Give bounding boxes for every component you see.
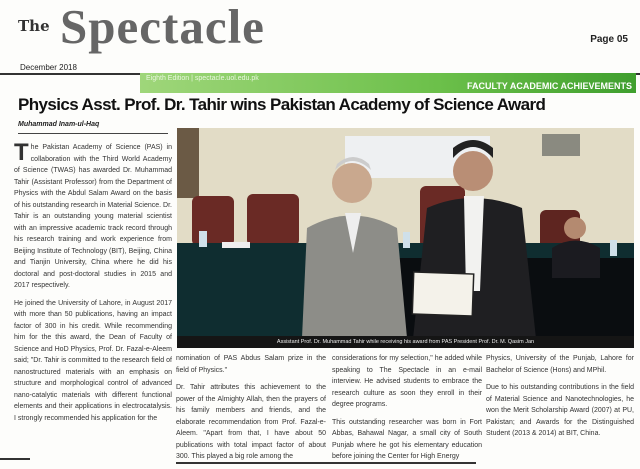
article-photo [177,128,634,348]
paragraph: Dr. Tahir attributes this achievement to the power of the Almighty Allah, then the prayers of his family members and friends, and the elaborate recommendation from Prof. Fazal-e-Aleem. "Apart from that, I have about 50 publications with total impact factor of about 300. This played a big role among the [176,384,326,460]
masthead-title: Spectacle [60,0,265,54]
paragraph: Due to his outstanding contributions in the field of Material Science and Nanotechnologies, he won the Merit Scholarship Award (2007) at PU, Pakistan; and Awards for the Distinguished Student (2013 & 2014) at BIT, China. [486,384,634,437]
photo-caption: Assistant Prof. Dr. Muhammad Tahir while receiving his award from PAS President Prof. Dr. M. Qasim Jan [177,336,634,348]
article-column-2 [176,353,326,469]
headline: Physics Asst. Prof. Dr. Tahir wins Pakistan Academy of Science Award [18,95,546,114]
section-label: FACULTY ACADEMIC ACHIEVEMENTS [466,81,632,91]
masthead-the: The [18,17,50,35]
article-column-4 [486,353,634,446]
bottom-rule [0,458,30,460]
paragraph: considerations for my selection," he added while speaking to The Spectacle in an e-mail interview. He advised students to embrace the research culture as soon they enroll in their degree programs. [332,355,482,408]
issue-date: December 2018 [20,63,77,72]
page-number: Page 05 [590,34,628,45]
paragraph: He joined the University of Lahore, in August 2017 with more than 50 publications, having an impact factor of 300 in his credit. While recommending him for the this award, the Dean of Faculty of Science and HoD Physics, Prof. Dr. Fazal-e-Aleem said; "Dr. Tahir is committed to the research field of nanostructured materials with an emphasis on structure and morphological control of advanced nano-catalytic materials with different functional elements and their applications in electrocatalysis. I strongly recommended his application for the [14,299,172,422]
section-band [140,73,636,93]
byline-rule [18,133,168,134]
award-ceremony-photo [177,128,634,348]
paragraph: he Pakistan Academy of Science (PAS) in collaboration with the Third World Academy of Science (TWAS) has awarded Dr. Muhammad Tahir (Assistant Professor) from the Department of Physics with the Abdul Salam Award on the basis of his outstanding research in Material Science. Dr. Tahir is an outstanding young material scientist with an impressive academic track record through his research training and work experience from Beijing Institute of Technology (BIT), Beijing, China and Tianjin University, China where he did his doctoral and post-doctoral studies in 2015 and 2017 respectively. [14,144,172,289]
article-column-1 [14,139,172,430]
bottom-rule [176,462,476,464]
edition-label: Eighth Edition | spectacle.uol.edu.pk [146,75,259,82]
article-column-3 [332,353,482,469]
byline: Muhammad Inam-ul-Haq [18,121,100,128]
paragraph: Physics, University of the Punjab, Lahore for Bachelor of Science (Hons) and MPhil. [486,355,634,374]
drop-cap: T [14,139,29,166]
paragraph: This outstanding researcher was born in Fort Abbas, Bahawal Nagar, a small city of South Punjab where he got his elementary education before joining the Center for High Energy [332,418,482,460]
paragraph: nomination of PAS Abdus Salam prize in the field of Physics." [176,355,326,374]
